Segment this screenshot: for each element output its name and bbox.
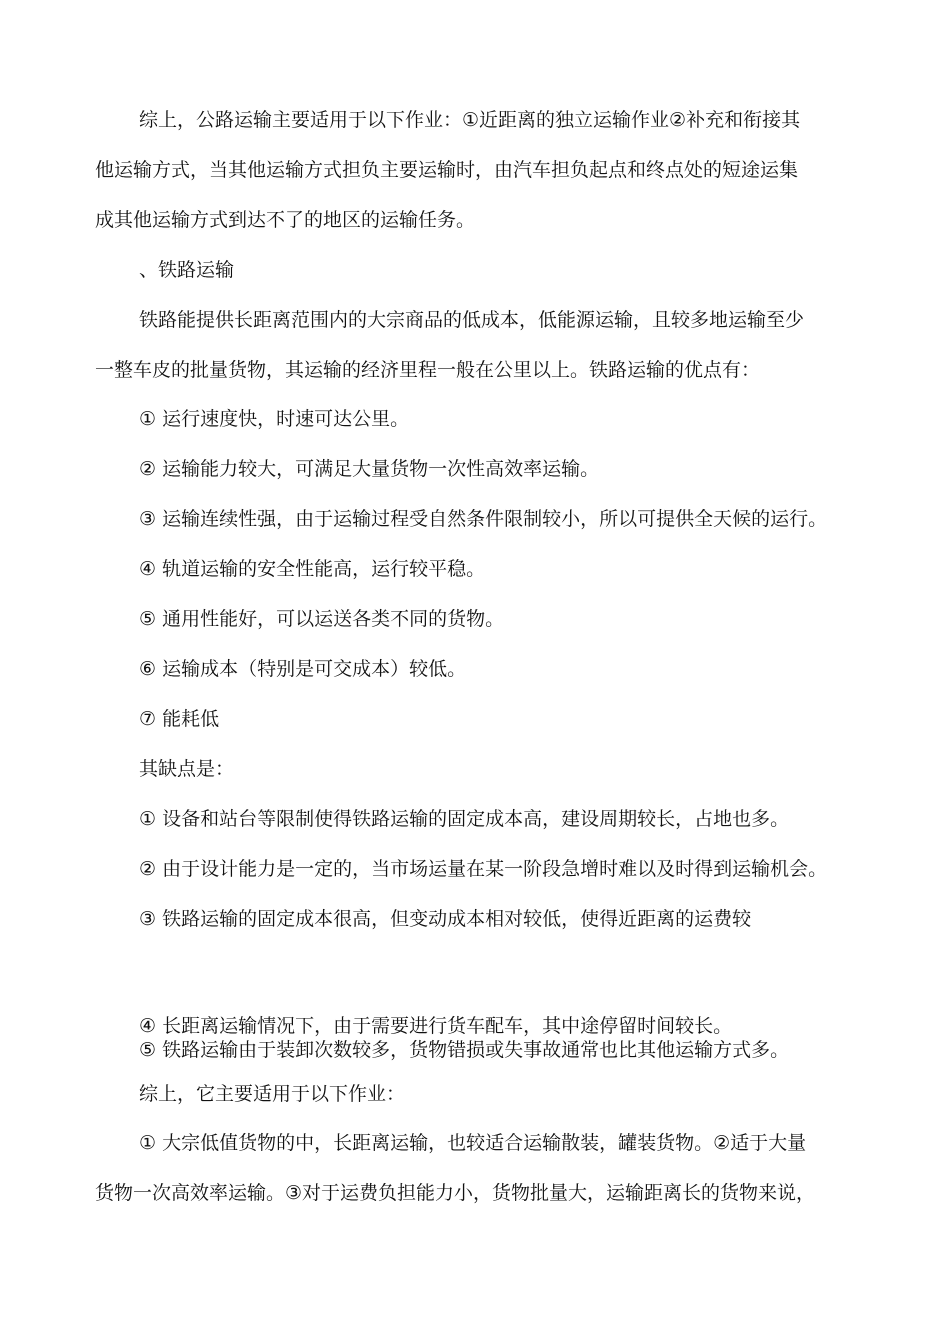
list-item: ⑤ 通用性能好，可以运送各类不同的货物。 bbox=[139, 608, 505, 630]
list-item: ④ 轨道运输的安全性能高，运行较平稳。 bbox=[139, 558, 486, 580]
paragraph-line: 成其他运输方式到达不了的地区的运输任务。 bbox=[95, 209, 476, 231]
list-item: ⑦ 能耗低 bbox=[139, 708, 220, 730]
list-item: ③ 铁路运输的固定成本很高，但变动成本相对较低，使得近距离的运费较 bbox=[139, 908, 752, 930]
paragraph-line: 综上，公路运输主要适用于以下作业：①近距离的独立运输作业②补充和衔接其 bbox=[139, 109, 801, 131]
section-heading: 、铁路运输 bbox=[139, 259, 235, 281]
section-heading: 其缺点是： bbox=[139, 758, 235, 780]
paragraph-line: 货物一次高效率运输。③对于运费负担能力小，货物批量大，运输距离长的货物来说， bbox=[95, 1182, 816, 1204]
list-item: ① 运行速度快，时速可达公里。 bbox=[139, 408, 410, 430]
section-heading: 综上，它主要适用于以下作业： bbox=[139, 1083, 406, 1105]
paragraph-line: 他运输方式，当其他运输方式担负主要运输时，由汽车担负起点和终点处的短途运集 bbox=[95, 159, 799, 181]
list-item: ⑥ 运输成本（特别是可交成本）较低。 bbox=[139, 658, 467, 680]
paragraph-line: 一整车皮的批量货物，其运输的经济里程一般在公里以上。铁路运输的优点有： bbox=[95, 359, 761, 381]
list-item: ② 由于设计能力是一定的，当市场运量在某一阶段急增时难以及时得到运输机会。 bbox=[139, 858, 828, 880]
paragraph-line: 铁路能提供长距离范围内的大宗商品的低成本，低能源运输，且较多地运输至少 bbox=[139, 309, 805, 331]
list-item: ⑤ 铁路运输由于装卸次数较多，货物错损或失事故通常也比其他运输方式多。 bbox=[139, 1039, 790, 1061]
list-item: ③ 运输连续性强，由于运输过程受自然条件限制较小，所以可提供全天候的运行。 bbox=[139, 508, 828, 530]
list-item: ② 运输能力较大，可满足大量货物一次性高效率运输。 bbox=[139, 458, 600, 480]
list-item: ④ 长距离运输情况下，由于需要进行货车配车，其中途停留时间较长。 bbox=[139, 1015, 733, 1037]
paragraph-line: ① 大宗低值货物的中，长距离运输，也较适合运输散装，罐装货物。②适于大量 bbox=[139, 1132, 807, 1154]
list-item: ① 设备和站台等限制使得铁路运输的固定成本高，建设周期较长，占地也多。 bbox=[139, 808, 790, 830]
